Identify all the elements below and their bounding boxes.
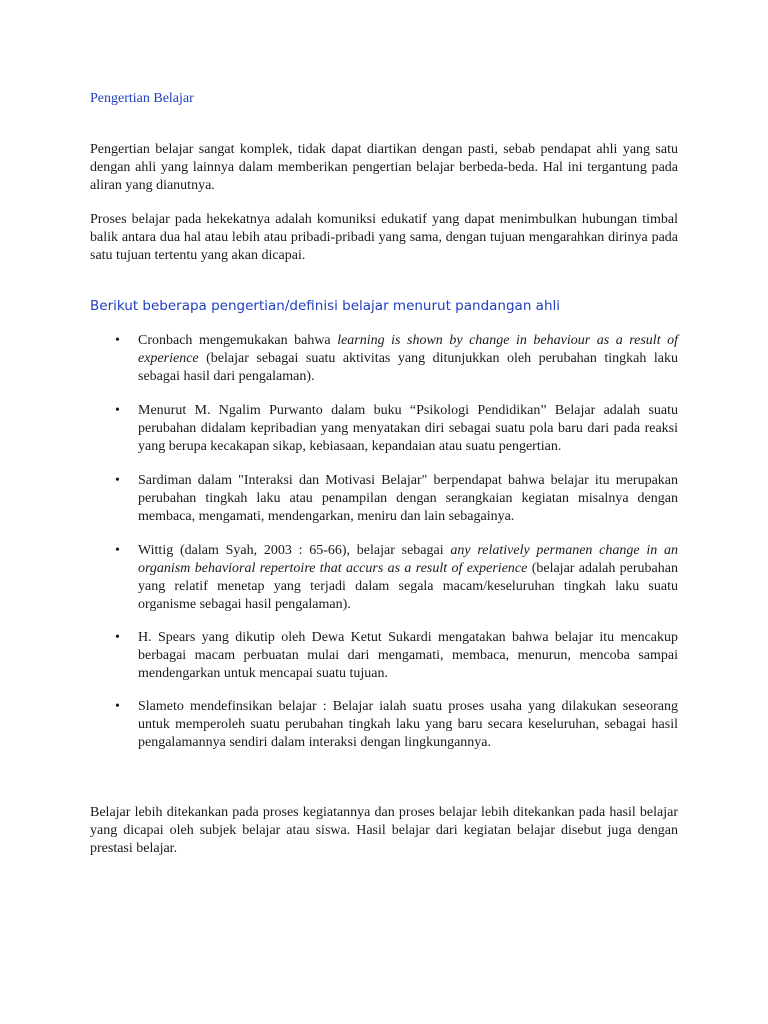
bullet-icon: • bbox=[115, 630, 120, 645]
bullet-icon: • bbox=[115, 543, 120, 558]
definition-item-purwanto bbox=[115, 402, 678, 456]
page-title: Pengertian Belajar bbox=[90, 91, 194, 106]
definition-item-spears bbox=[115, 629, 678, 683]
intro-paragraph-1: Pengertian belajar sangat komplek, tidak dapat diartikan dengan pasti, sebab pendapat ahli yang satu dengan ahli yang lainnya dalam memberikan pengertian belajar berbeda-beda. Hal ini tergantung pada aliran yang dianutnya. bbox=[90, 142, 678, 193]
definition-text: (belajar adalah perubahan yang relatif menetap yang terjadi dalam segala macam/keseluruhan tingkah laku suatu organisme sebagai hasil pengalaman). bbox=[138, 561, 678, 612]
closing-paragraph: Belajar lebih ditekankan pada proses kegiatannya dan proses belajar lebih ditekankan pada hasil belajar yang dicapai oleh subjek belajar atau siswa. Hasil belajar dari kegiatan belajar disebut juga dengan prestasi belajar. bbox=[90, 805, 678, 856]
definition-text: Slameto mendefinsikan belajar : Belajar ialah suatu proses usaha yang dilakukan seseorang untuk memperoleh suatu perubahan tingkah laku yang baru secara keseluruhan, sebagai hasil pengalamannya sendiri dalam interaksi dengan lingkungannya. bbox=[138, 699, 678, 750]
definition-item-wittig bbox=[115, 542, 678, 614]
bullet-icon: • bbox=[115, 403, 120, 418]
definition-text: H. Spears yang dikutip oleh Dewa Ketut Sukardi mengatakan bahwa belajar itu mencakup berbagai macam perbuatan mulai dari mengamati, membaca, menurun, mencoba sampai mendengarkan untuk mencapai suatu tujuan. bbox=[138, 630, 678, 681]
bullet-icon: • bbox=[115, 333, 120, 348]
definition-item-sardiman bbox=[115, 472, 678, 526]
definition-item-slameto bbox=[115, 698, 678, 752]
definition-text: (belajar sebagai suatu aktivitas yang ditunjukkan oleh perubahan tingkah laku sebagai hasil dari pengalaman). bbox=[138, 351, 678, 384]
definition-quote: learning is shown by change in behaviour as a result of experience bbox=[138, 333, 678, 366]
definition-text: Sardiman dalam "Interaksi dan Motivasi Belajar" berpendapat bahwa belajar itu merupakan perubahan tingkah laku atau penampilan dengan serangkaian kegiatan misalnya dengan membaca, mengamati, mendengarkan, meniru dan lain sebagainya. bbox=[138, 473, 678, 524]
bullet-icon: • bbox=[115, 699, 120, 714]
section-subheading: Berikut beberapa pengertian/definisi belajar menurut pandangan ahli bbox=[90, 298, 560, 314]
bullet-icon: • bbox=[115, 473, 120, 488]
intro-paragraph-2: Proses belajar pada hekekatnya adalah komuniksi edukatif yang dapat menimbulkan hubungan timbal balik antara dua hal atau lebih atau pribadi-pribadi yang sama, dengan tujuan mengarahkan dirinya pada satu tujuan tertentu yang akan dicapai. bbox=[90, 212, 678, 263]
definition-text: Cronbach mengemukakan bahwa bbox=[138, 333, 338, 348]
definition-item-cronbach bbox=[115, 332, 678, 386]
definition-text: Wittig (dalam Syah, 2003 : 65-66), belajar sebagai bbox=[138, 543, 451, 558]
definition-text: Menurut M. Ngalim Purwanto dalam buku “Psikologi Pendidikan” Belajar adalah suatu perubahan didalam kepribadian yang menyatakan diri sebagai suatu pola baru dari pada reaksi yang berupa kecakapan sikap, kebiasaan, kepandaian atau suatu pengertian. bbox=[138, 403, 678, 454]
definition-quote: any relatively permanen change in an organism behavioral repertoire that accurs as a result of experience bbox=[138, 543, 678, 576]
